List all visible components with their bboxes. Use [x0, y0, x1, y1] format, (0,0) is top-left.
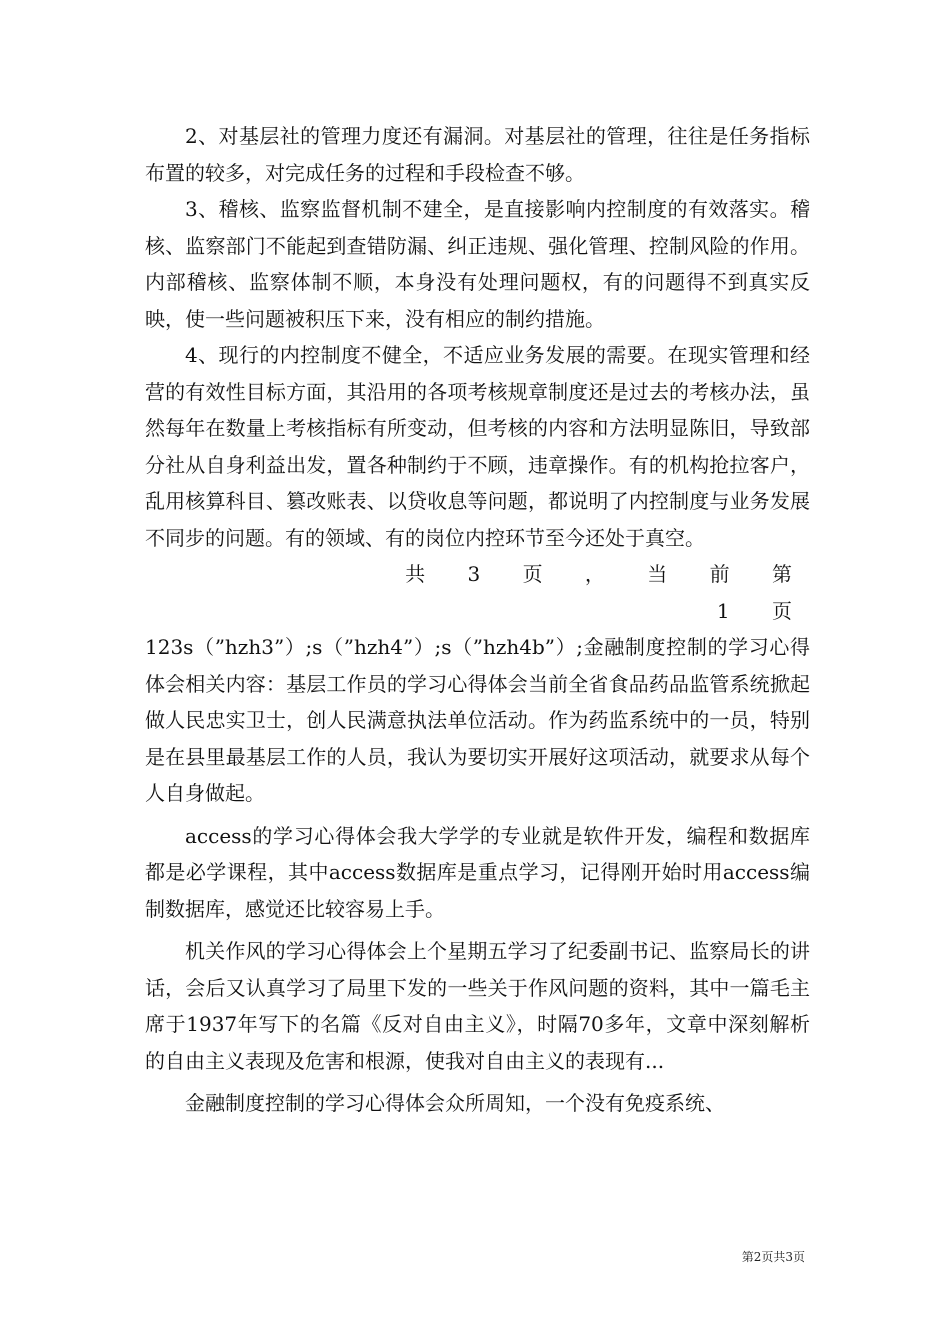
paragraph-work-style: 机关作风的学习心得体会上个星期五学习了纪委副书记、监察局长的讲话，会后又认真学习了局里下发的一些关于作风问题的资料，其中一篇毛主席于1937年写下的名篇《反对自由主义》，时隔70多年，文章中深刻解析的自由主义表现及危害和根源，使我对自由主义的表现有... — [145, 939, 810, 1073]
paragraph-item-2: 2、对基层社的管理力度还有漏洞。对基层社的管理，往往是任务指标布置的较多，对完成任务的过程和手段检查不够。 — [145, 124, 810, 185]
document-body — [145, 118, 810, 1122]
script-paragraph: 123s（”hzh3”）;s（”hzh4”）;s（”hzh4b”）;金融制度控制的学习心得体会相关内容：基层工作员的学习心得体会当前全省食品药品监管系统掀起做人民忠实卫士，创人民满意执法单位活动。作为药监系统中的一员，特别是在县里最基层工作的人员，我认为要切实开展好这项活动，就要求从每个人自身做起。 — [145, 635, 810, 805]
paragraph-item-4: 4、现行的内控制度不健全，不适应业务发展的需要。在现实管理和经营的有效性目标方面，其沿用的各项考核规章制度还是过去的考核办法，虽然每年在数量上考核指标有所变动，但考核的内容和方法明显陈旧，导致部分社从自身利益出发，置各种制约于不顾，违章操作。有的机构抢拉客户，乱用核算科目、篡改账表、以贷收息等问题，都说明了内控制度与业务发展不同步的问题。有的领域、有的岗位内控环节至今还处于真空。 — [145, 343, 810, 550]
paragraph-finance-control: 金融制度控制的学习心得体会众所周知，一个没有免疫系统、 — [185, 1091, 725, 1115]
paragraph-item-3: 3、稽核、监察监督机制不建全，是直接影响内控制度的有效落实。稽核、监察部门不能起到查错防漏、纠正违规、强化管理、控制风险的作用。内部稽核、监察体制不顺，本身没有处理问题权，有的问题得不到真实反映，使一些问题被积压下来，没有相应的制约措施。 — [145, 197, 810, 331]
page-footer: 第2页共3页 — [741, 1250, 805, 1264]
paragraph-access: access的学习心得体会我大学学的专业就是软件开发，编程和数据库都是必学课程，其中access数据库是重点学习，记得刚开始时用access编制数据库，感觉还比较容易上手。 — [145, 823, 810, 921]
page-counter: 共 3 页 ， 当 前 第 1 页 — [405, 562, 810, 623]
